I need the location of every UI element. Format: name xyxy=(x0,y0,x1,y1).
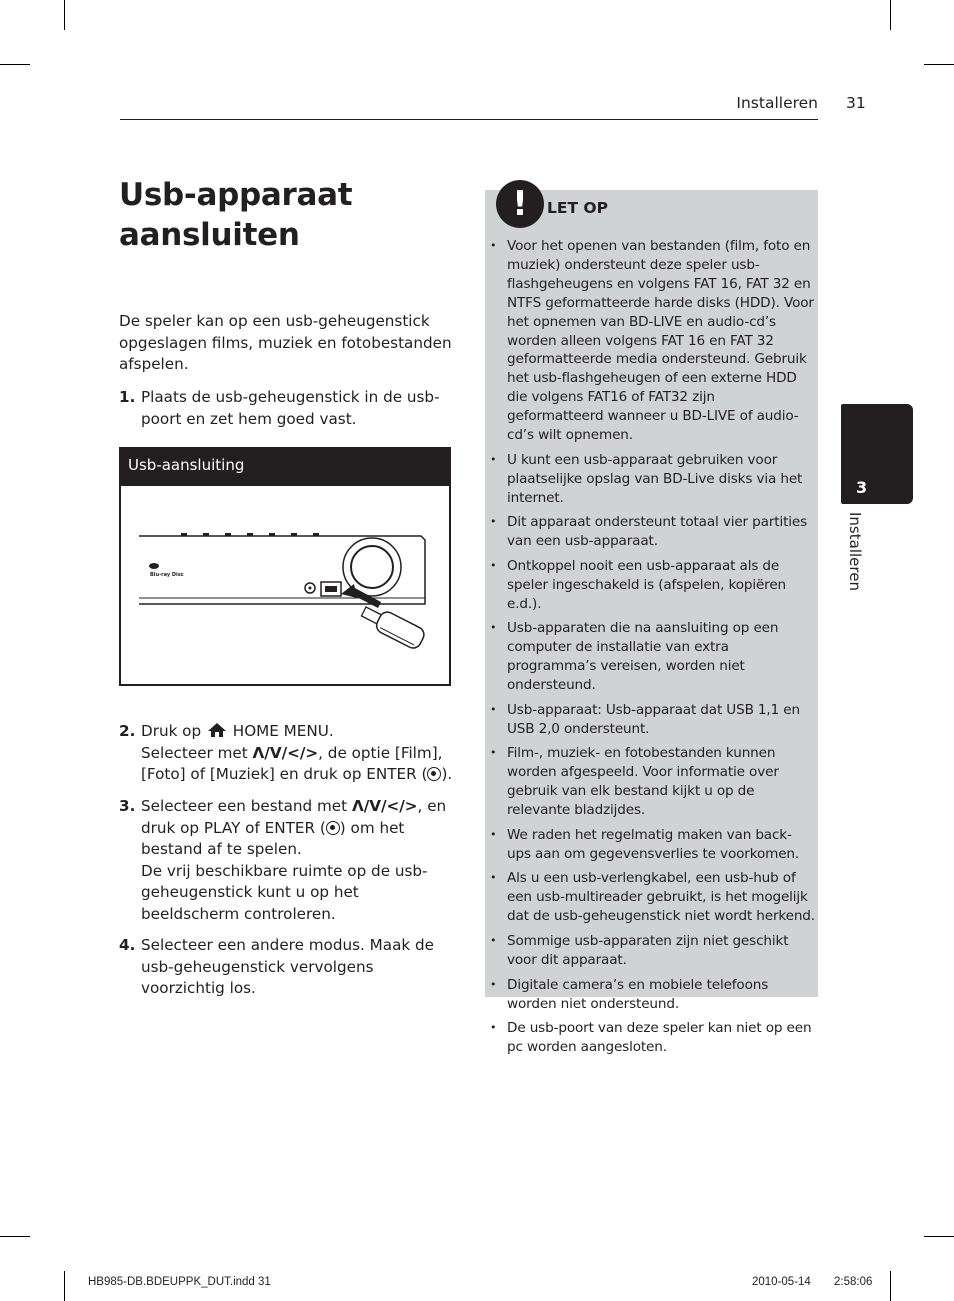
step-4 xyxy=(119,935,459,1000)
header-rule xyxy=(120,119,818,120)
footer-time: 2:58:06 xyxy=(834,1276,873,1288)
crop-mark xyxy=(890,1271,891,1301)
crop-mark xyxy=(64,0,65,30)
step-text: , de optie [Film], [Foto] of [Muziek] en druk op ENTER ( xyxy=(141,743,443,783)
step-number: 2. xyxy=(119,722,136,740)
crop-mark xyxy=(924,1236,954,1237)
step-3 xyxy=(119,796,459,925)
page-number: 31 xyxy=(846,94,866,112)
chapter-label: Installeren xyxy=(846,512,864,591)
list-item: • Usb-apparaat: Usb-apparaat dat USB 1,1 en USB 2,0 ondersteunt. xyxy=(490,701,815,739)
home-icon xyxy=(207,722,227,738)
warning-title: LET OP xyxy=(547,199,608,217)
step-number: 4. xyxy=(119,936,136,954)
arrow-keys-icon: Λ/V/</> xyxy=(252,743,319,762)
usb-connection-figure xyxy=(119,447,451,686)
footer-date: 2010-05-14 xyxy=(752,1276,811,1288)
chapter-number: 3 xyxy=(856,478,868,497)
player-illustration xyxy=(121,486,449,684)
list-item: • Film-, muziek- en fotobestanden kunnen worden afgespeeld. Voor informatie over gebruik van elk bestand kijkt u op de relevante bladzijdes. xyxy=(490,744,815,820)
chapter-tab xyxy=(841,404,913,504)
figure-caption: Usb-aansluiting xyxy=(121,449,449,486)
list-item: • Digitale camera’s en mobiele telefoons worden niet ondersteund. xyxy=(490,976,815,1014)
enter-button-icon xyxy=(326,821,340,835)
header-section-title: Installeren xyxy=(736,94,818,112)
crop-mark xyxy=(0,64,30,65)
list-item: • U kunt een usb-apparaat gebruiken voor plaatselijke opslag van BD-Live disks via het internet. xyxy=(490,451,815,508)
list-item: • We raden het regelmatig maken van back-ups aan om gegevensverlies te voorkomen. xyxy=(490,826,815,864)
footer-file: HB985-DB.BDEUPPK_DUT.indd 31 xyxy=(88,1276,271,1288)
exclamation-icon: ! xyxy=(496,180,544,228)
step-text: Druk op xyxy=(141,722,202,740)
list-item: • Voor het openen van bestanden (film, foto en muziek) ondersteunt deze speler usb-flashgeheugens en volgens FAT 16, FAT 32 en NTFS geformatteerde harde disks (HDD). Voor het opnemen van BD-LIVE en audio-cd’s worden alleen volgens FAT 16 en FAT 32 geformatteerde media ondersteund. Gebruik het usb-flashgeheugen of een externe HDD die volgens FAT16 of FAT32 zijn geformatteerd wanneer u BD-LIVE of audio-cd’s wilt opnemen. xyxy=(490,237,815,445)
step-text: HOME MENU. xyxy=(232,722,334,740)
list-item: • Ontkoppel nooit een usb-apparaat als de speler ingeschakeld is (afspelen, kopiëren e.d.). xyxy=(490,557,815,614)
enter-button-icon xyxy=(427,767,441,781)
warning-list xyxy=(490,237,815,1063)
list-item: • Usb-apparaten die na aansluiting op een computer de installatie van extra programma’s vereisen, worden niet ondersteund. xyxy=(490,619,815,695)
step-text: , en druk op PLAY of ENTER ( xyxy=(141,797,447,837)
crop-mark xyxy=(890,0,891,30)
step-1 xyxy=(119,387,459,430)
step-text: Selecteer met xyxy=(141,743,248,762)
list-item: • Als u een usb-verlengkabel, een usb-hub of een usb-multireader gebruikt, is het mogelijk dat de usb-geheugenstick niet wordt herkend. xyxy=(490,869,815,926)
arrow-keys-icon: Λ/V/</> xyxy=(351,797,418,815)
crop-mark xyxy=(924,64,954,65)
step-text: Plaats de usb-geheugenstick in de usb-poort en zet hem goed vast. xyxy=(141,388,440,428)
page-title: Usb-apparaat aansluiten xyxy=(119,177,353,253)
step-number: 3. xyxy=(119,797,136,815)
crop-mark xyxy=(64,1271,65,1301)
step-text: ) om het bestand af te spelen. xyxy=(141,818,405,858)
list-item: • Sommige usb-apparaten zijn niet geschikt voor dit apparaat. xyxy=(490,932,815,970)
step-text: Selecteer een bestand met xyxy=(141,797,348,815)
list-item: • De usb-poort van deze speler kan niet op een pc worden aangesloten. xyxy=(490,1019,815,1057)
step-number: 1. xyxy=(119,388,136,406)
step-2 xyxy=(119,721,459,786)
crop-mark xyxy=(0,1236,30,1237)
step-text: Selecteer een andere modus. Maak de usb-geheugenstick vervolgens voorzichtig los. xyxy=(141,936,434,997)
intro-paragraph: De speler kan op een usb-geheugenstick opgeslagen films, muziek en fotobestanden afspelen. xyxy=(119,312,452,373)
step-text: De vrij beschikbare ruimte op de usb-geheugenstick kunt u op het beeldscherm controleren. xyxy=(141,861,428,923)
list-item: • Dit apparaat ondersteunt totaal vier partities van een usb-apparaat. xyxy=(490,513,815,551)
step-text: ). xyxy=(441,765,453,783)
bluray-logo-text: Blu-ray Disc xyxy=(150,572,184,578)
